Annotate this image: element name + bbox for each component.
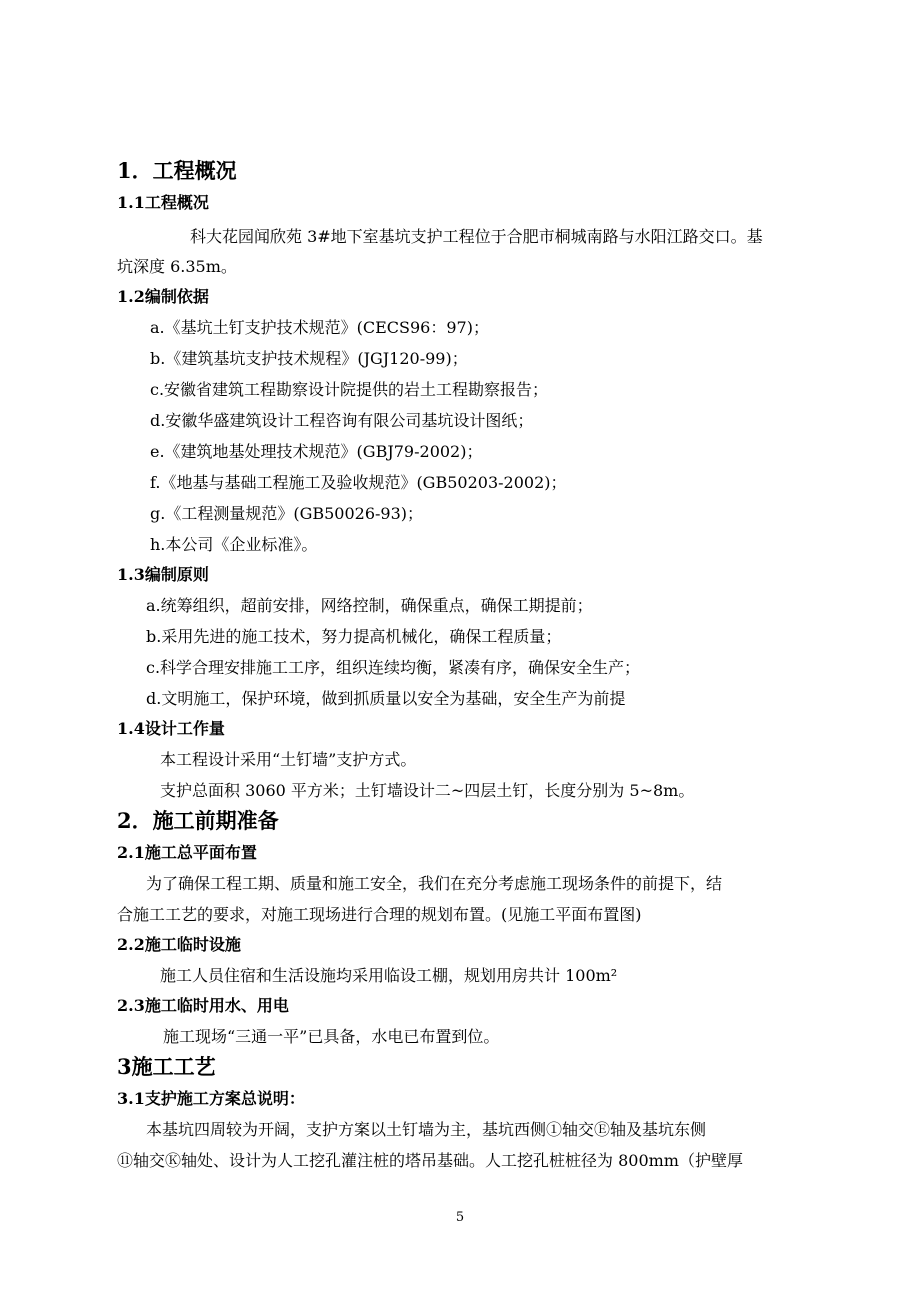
section-2-1-title: 2.1施工总平面布置: [117, 843, 257, 862]
principle-item-d: d.文明施工，保护环境，做到抓质量以安全为基础，安全生产为前提: [146, 689, 626, 708]
principle-item-c: c.科学合理安排施工工序，组织连续均衡，紧凑有序，确保安全生产；: [146, 658, 641, 677]
basis-item-g: g.《工程测量规范》(GB50026-93)；: [150, 504, 424, 523]
section-3-1-paragraph-line-2: ⑪轴交Ⓚ轴处、设计为人工挖孔灌注桩的塔吊基础。人工挖孔桩桩径为 800mm（护壁厚: [117, 1151, 743, 1170]
section-1-title: 1．工程概况: [117, 158, 237, 183]
section-1-4-paragraph-2: 支护总面积 3060 平方米；土钉墙设计二~四层土钉，长度分别为 5~8m。: [160, 781, 695, 800]
section-2-2-paragraph: 施工人员住宿和生活设施均采用临设工棚，规划用房共计 100m²: [160, 966, 618, 985]
basis-item-e: e.《建筑地基处理技术规范》(GBJ79-2002)；: [150, 442, 483, 461]
section-2-3-title: 2.3施工临时用水、用电: [117, 996, 289, 1015]
principle-item-b: b.采用先进的施工技术，努力提高机械化，确保工程质量；: [146, 627, 562, 646]
section-1-1-title: 1.1工程概况: [117, 193, 209, 212]
section-1-1-paragraph-line-1: 科大花园闻欣苑 3#地下室基坑支护工程位于合肥市桐城南路与水阳江路交口。基: [190, 227, 763, 246]
section-1-4-paragraph-1: 本工程设计采用“土钉墙”支护方式。: [160, 750, 417, 769]
section-3-1-paragraph-line-1: 本基坑四周较为开阔，支护方案以土钉墙为主，基坑西侧①轴交Ⓔ轴及基坑东侧: [146, 1120, 707, 1139]
basis-item-f: f.《地基与基础工程施工及验收规范》(GB50203-2002)；: [150, 473, 567, 492]
section-1-1-paragraph-line-2: 坑深度 6.35m。: [117, 257, 237, 276]
section-3-title: 3施工工艺: [117, 1054, 216, 1079]
section-2-1-paragraph-line-2: 合施工工艺的要求，对施工现场进行合理的规划布置。(见施工平面布置图): [117, 905, 642, 924]
section-2-1-paragraph-line-1: 为了确保工程工期、质量和施工安全，我们在充分考虑施工现场条件的前提下，结: [146, 874, 723, 893]
section-2-title: 2．施工前期准备: [117, 808, 279, 833]
section-1-4-title: 1.4设计工作量: [117, 719, 225, 738]
section-1-2-title: 1.2编制依据: [117, 287, 209, 306]
section-3-1-title: 3.1支护施工方案总说明：: [117, 1089, 305, 1108]
section-2-2-title: 2.2施工临时设施: [117, 935, 241, 954]
principle-item-a: a.统筹组织，超前安排，网络控制，确保重点，确保工期提前；: [146, 596, 593, 615]
page-number: 5: [455, 1210, 465, 1225]
basis-item-b: b.《建筑基坑支护技术规程》(JGJ120-99)；: [150, 349, 468, 368]
basis-item-h: h.本公司《企业标准》。: [150, 535, 318, 554]
section-1-3-title: 1.3编制原则: [117, 565, 209, 584]
basis-item-c: c.安徽省建筑工程勘察设计院提供的岩土工程勘察报告；: [150, 380, 549, 399]
basis-item-d: d.安徽华盛建筑设计工程咨询有限公司基坑设计图纸；: [150, 411, 534, 430]
section-2-3-paragraph: 施工现场“三通一平”已具备，水电已布置到位。: [163, 1027, 500, 1046]
basis-item-a: a.《基坑土钉支护技术规范》(CECS96：97)；: [150, 318, 489, 337]
